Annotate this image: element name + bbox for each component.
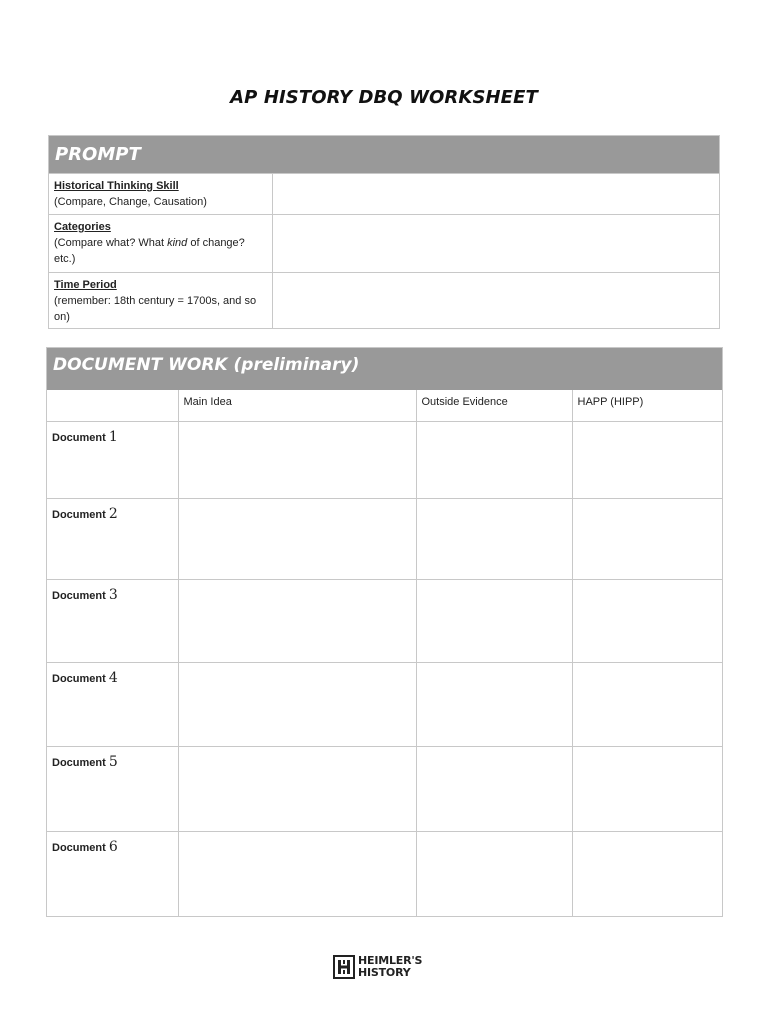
prompt-label-skill — [49, 174, 273, 214]
table-row — [47, 579, 722, 662]
heimlers-history-logo-icon — [333, 955, 355, 979]
outside-evidence-cell[interactable] — [416, 579, 572, 662]
time-period-desc: (remember: 18th century = 1700s, and so on) — [54, 295, 257, 323]
happ-cell[interactable] — [572, 579, 722, 662]
prompt-label-categories — [49, 215, 273, 272]
logo-wordmark: HEIMLER'S HISTORY — [358, 954, 423, 979]
categories-desc: (Compare what? What kind of change? etc.) — [54, 237, 245, 265]
main-idea-cell[interactable] — [178, 579, 416, 662]
table-row — [47, 662, 722, 746]
heimlers-history-logo — [333, 955, 422, 979]
table-row — [47, 421, 722, 498]
document-label: Document 4 — [47, 662, 178, 746]
main-idea-cell[interactable] — [178, 746, 416, 831]
prompt-row-categories — [49, 214, 719, 272]
outside-evidence-cell[interactable] — [416, 831, 572, 916]
column-header-happ: HAPP (HIPP) — [572, 390, 722, 421]
time-period-answer-field[interactable] — [273, 273, 719, 328]
happ-cell[interactable] — [572, 498, 722, 579]
document-label: Document 2 — [47, 498, 178, 579]
happ-cell[interactable] — [572, 746, 722, 831]
worksheet-title: AP HISTORY DBQ WORKSHEET — [230, 87, 538, 108]
document-work-header: DOCUMENT WORK (preliminary) — [47, 348, 722, 390]
main-idea-cell[interactable] — [178, 421, 416, 498]
column-header-outside-evidence: Outside Evidence — [416, 390, 572, 421]
document-work-panel — [46, 347, 723, 917]
column-header-main-idea: Main Idea — [178, 390, 416, 421]
prompt-label-time-period — [49, 273, 273, 328]
document-label: Document 6 — [47, 831, 178, 916]
categories-answer-field[interactable] — [273, 215, 719, 272]
prompt-row-time-period — [49, 272, 719, 328]
prompt-row-skill — [49, 173, 719, 214]
table-row — [47, 831, 722, 916]
categories-title: Categories — [54, 221, 111, 233]
table-header-row — [47, 390, 722, 421]
happ-cell[interactable] — [572, 421, 722, 498]
document-label: Document 3 — [47, 579, 178, 662]
table-row — [47, 746, 722, 831]
happ-cell[interactable] — [572, 662, 722, 746]
main-idea-cell[interactable] — [178, 831, 416, 916]
outside-evidence-cell[interactable] — [416, 421, 572, 498]
happ-cell[interactable] — [572, 831, 722, 916]
outside-evidence-cell[interactable] — [416, 746, 572, 831]
prompt-panel — [48, 135, 720, 329]
document-label: Document 5 — [47, 746, 178, 831]
main-idea-cell[interactable] — [178, 498, 416, 579]
main-idea-cell[interactable] — [178, 662, 416, 746]
document-table — [47, 390, 722, 916]
skill-title: Historical Thinking Skill — [54, 180, 179, 192]
table-row — [47, 498, 722, 579]
time-period-title: Time Period — [54, 279, 117, 291]
outside-evidence-cell[interactable] — [416, 498, 572, 579]
skill-answer-field[interactable] — [273, 174, 719, 214]
outside-evidence-cell[interactable] — [416, 662, 572, 746]
prompt-header: PROMPT — [49, 136, 719, 173]
document-label: Document 1 — [47, 421, 178, 498]
column-header-blank — [47, 390, 178, 421]
skill-desc: (Compare, Change, Causation) — [54, 196, 207, 208]
